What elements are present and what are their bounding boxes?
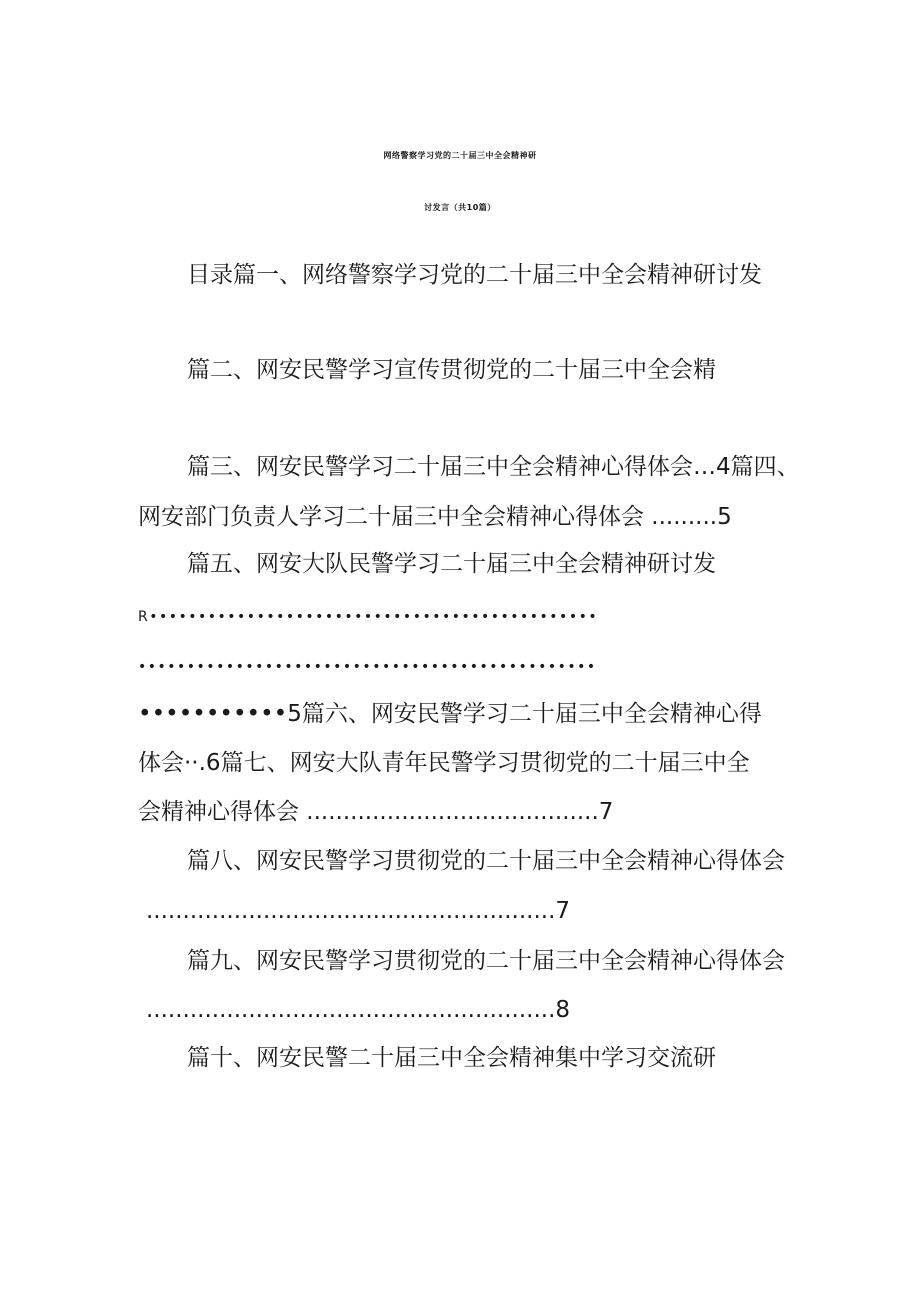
toc-line-1: 目录篇一、网络警察学习党的二十届三中全会精神研讨发 bbox=[187, 262, 762, 288]
toc-line-2: 篇二、网安民警学习宣传贯彻党的二十届三中全会精 bbox=[187, 357, 716, 383]
toc-line-12: ........................................................7 bbox=[146, 898, 571, 924]
toc-line-5: 篇五、网安大队民警学习二十届三中全会精神研讨发 bbox=[187, 551, 716, 577]
toc-line-7: ••••••••••••••••••••••••••••••••••••••••••••••• bbox=[138, 659, 597, 675]
toc-line-14: ........................................................8 bbox=[146, 997, 571, 1023]
document-title-line-2: 讨发言（共10篇） bbox=[424, 203, 496, 212]
toc-line-8: •••••••••••5篇六、网安民警学习二十届三中全会精神心得 bbox=[138, 701, 762, 727]
toc-line-11: 篇八、网安民警学习贯彻党的二十届三中全会精神心得体会 bbox=[187, 848, 785, 874]
toc-line-13: 篇九、网安民警学习贯彻党的二十届三中全会精神心得体会 bbox=[187, 948, 785, 974]
toc-line-15: 篇十、网安民警二十届三中全会精神集中学习交流研 bbox=[187, 1045, 716, 1071]
toc-line-3: 篇三、网安民警学习二十届三中全会精神心得体会…4篇四、 bbox=[187, 454, 800, 480]
document-title-line-1: 网络警察学习党的二十届三中全会精神研 bbox=[383, 151, 537, 160]
toc-line-6: R•••••••••••••••••••••••••••••••••••••••••••••• bbox=[138, 609, 599, 625]
toc-line-10: 会精神心得体会 ........................................7 bbox=[138, 799, 614, 825]
toc-line-9: 体会··.6篇七、网安大队青年民警学习贯彻党的二十届三中全 bbox=[138, 750, 750, 776]
toc-line-4: 网安部门负责人学习二十届三中全会精神心得体会 .........5 bbox=[138, 504, 732, 530]
